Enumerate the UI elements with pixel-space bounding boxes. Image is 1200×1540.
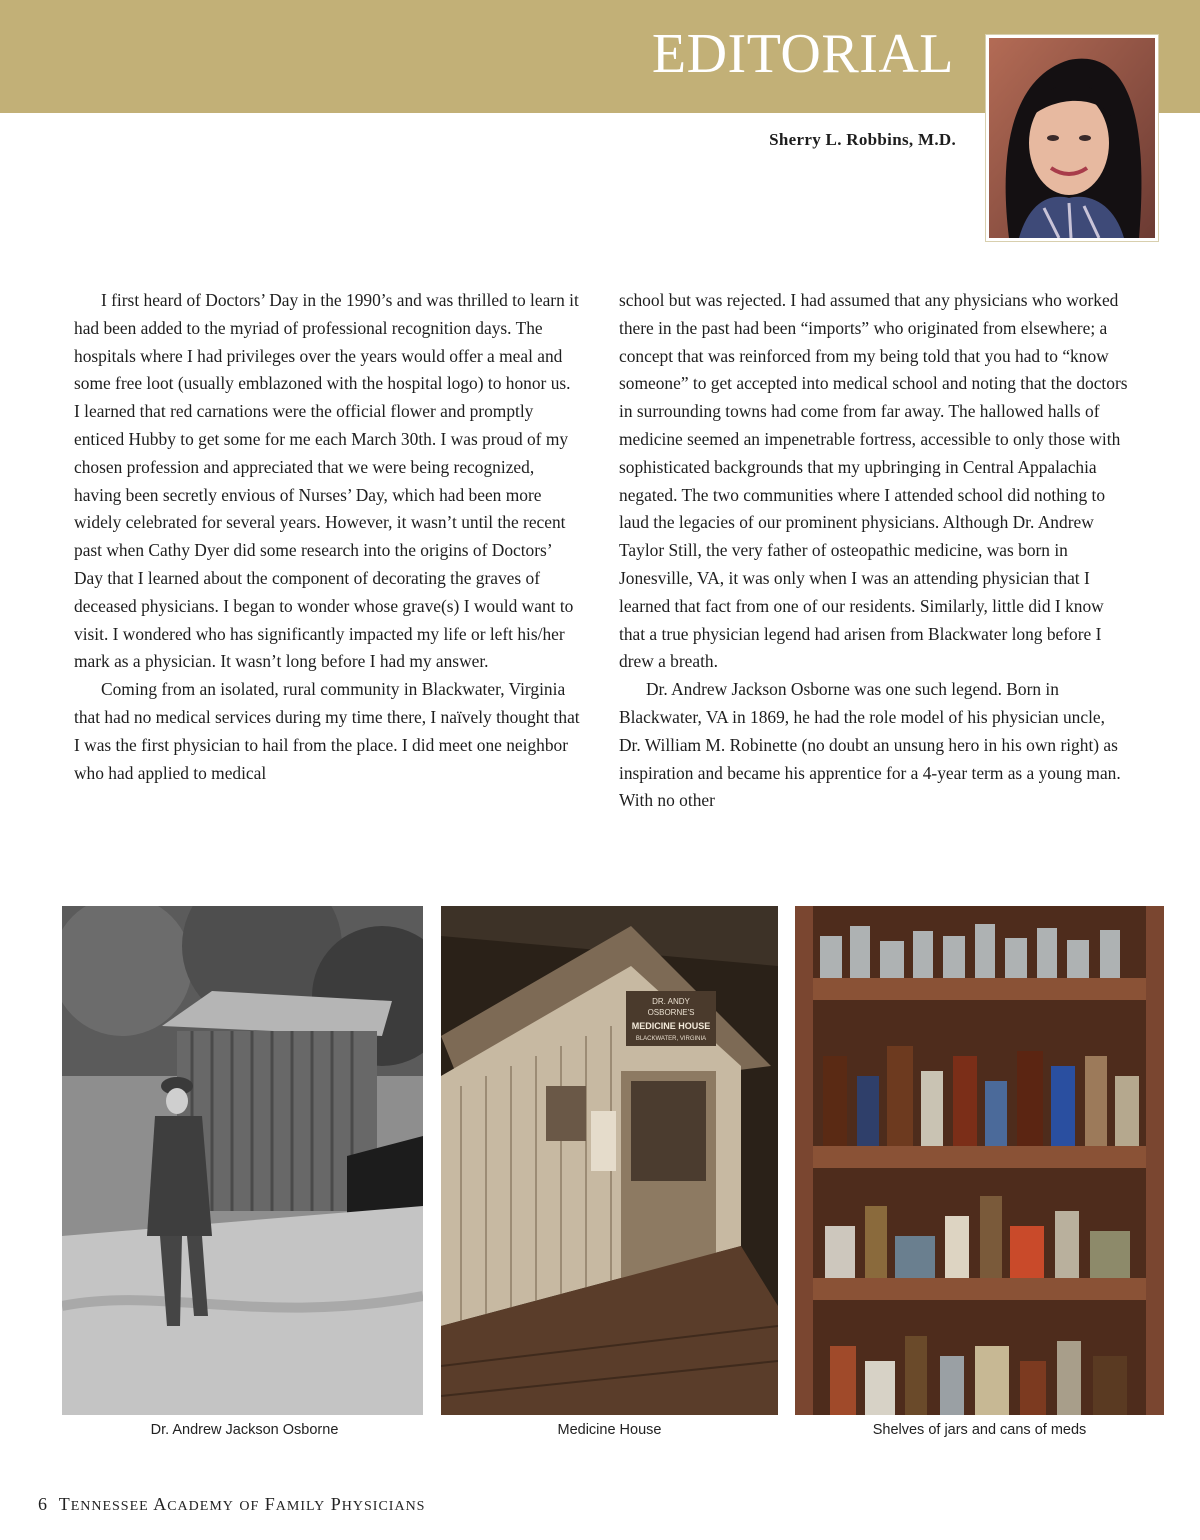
author-photo xyxy=(986,35,1158,241)
sign-line-4: BLACKWATER, VIRGINIA xyxy=(635,1036,707,1042)
shelves-photo xyxy=(795,906,1164,1415)
sign-line-3: MEDICINE HOUSE xyxy=(631,1021,711,1031)
shelves-photo-illustration xyxy=(795,906,1164,1415)
author-portrait-illustration xyxy=(989,38,1155,238)
article-right-column xyxy=(619,287,1129,815)
article-paragraph: Dr. Andrew Jackson Osborne was one such legend. Born in Blackwater, VA in 1869, he had the role model of his physician uncle, Dr. William M. Robinette (no doubt an unsung hero in his own right) as inspiration and became his apprentice for a 4-year term as a young man. With no other xyxy=(619,679,1121,811)
page-footer xyxy=(38,1494,425,1515)
article-paragraph: I first heard of Doctors’ Day in the 1990’s and was thrilled to learn it had been added to the myriad of professional recognition days. The hospitals where I had privileges over the years would offer a meal and some free loot (usually emblazoned with the hospital logo) to honor us. I learned that red carnations were the official flower and promptly enticed Hubby to get some for me each March 30th. I was proud of my chosen profession and appreciated that we were being recognized, having been secretly envious of Nurses’ Day, which had been more widely celebrated for several years. However, it wasn’t until the recent past when Cathy Dyer did some research into the origins of Doctors’ Day that I learned about the component of decorating the graves of deceased physicians. I began to wonder whose grave(s) I would want to visit. I wondered who has significantly impacted my life or left his/her mark as a physician. It wasn’t long before I had my answer. xyxy=(74,290,579,672)
publication-name: TENNESSEE ACADEMY OF FAMILY PHYSICIANS xyxy=(58,1494,426,1514)
medicine-house-photo xyxy=(441,906,778,1415)
article-paragraph: Coming from an isolated, rural community in Blackwater, Virginia that had no medical services during my time there, I naïvely thought that I was the first physician to hail from the place. I did meet one neighbor who had applied to medical xyxy=(74,679,580,783)
shelves-caption: Shelves of jars and cans of meds xyxy=(872,1422,1087,1438)
sign-line-2: OSBORNE'S xyxy=(647,1008,695,1017)
author-name: Sherry L. Robbins, M.D. xyxy=(769,130,956,149)
osborne-photo-illustration xyxy=(62,906,423,1415)
sign-line-1: DR. ANDY xyxy=(652,997,690,1006)
osborne-photo xyxy=(62,906,423,1415)
article-left-column xyxy=(74,287,580,787)
medicine-house-photo-illustration xyxy=(441,906,778,1415)
section-title: EDITORIAL xyxy=(651,23,954,85)
page-number: 6 xyxy=(38,1494,48,1514)
article-paragraph: school but was rejected. I had assumed that any physicians who worked there in the past had been “imports” who originated from elsewhere; a concept that was reinforced from my being told that you had to “know someone” to get accepted into medical school and noting that the doctors in surrounding towns had come from far away. The hallowed halls of medicine seemed an impenetrable fortress, accessible to only those with sophisticated backgrounds that my upbringing in Central Appalachia negated. The two communities where I attended school did nothing to laud the legacies of our prominent physicians. Although Dr. Andrew Taylor Still, the very father of osteopathic medicine, was born in Jonesville, VA, it was only when I was an attending physician that I learned that fact from one of our residents. Similarly, little did I know that a true physician legend had arisen from Blackwater long before I drew a breath. xyxy=(619,290,1128,672)
osborne-caption: Dr. Andrew Jackson Osborne xyxy=(150,1422,339,1438)
medicine-house-caption: Medicine House xyxy=(557,1422,662,1438)
